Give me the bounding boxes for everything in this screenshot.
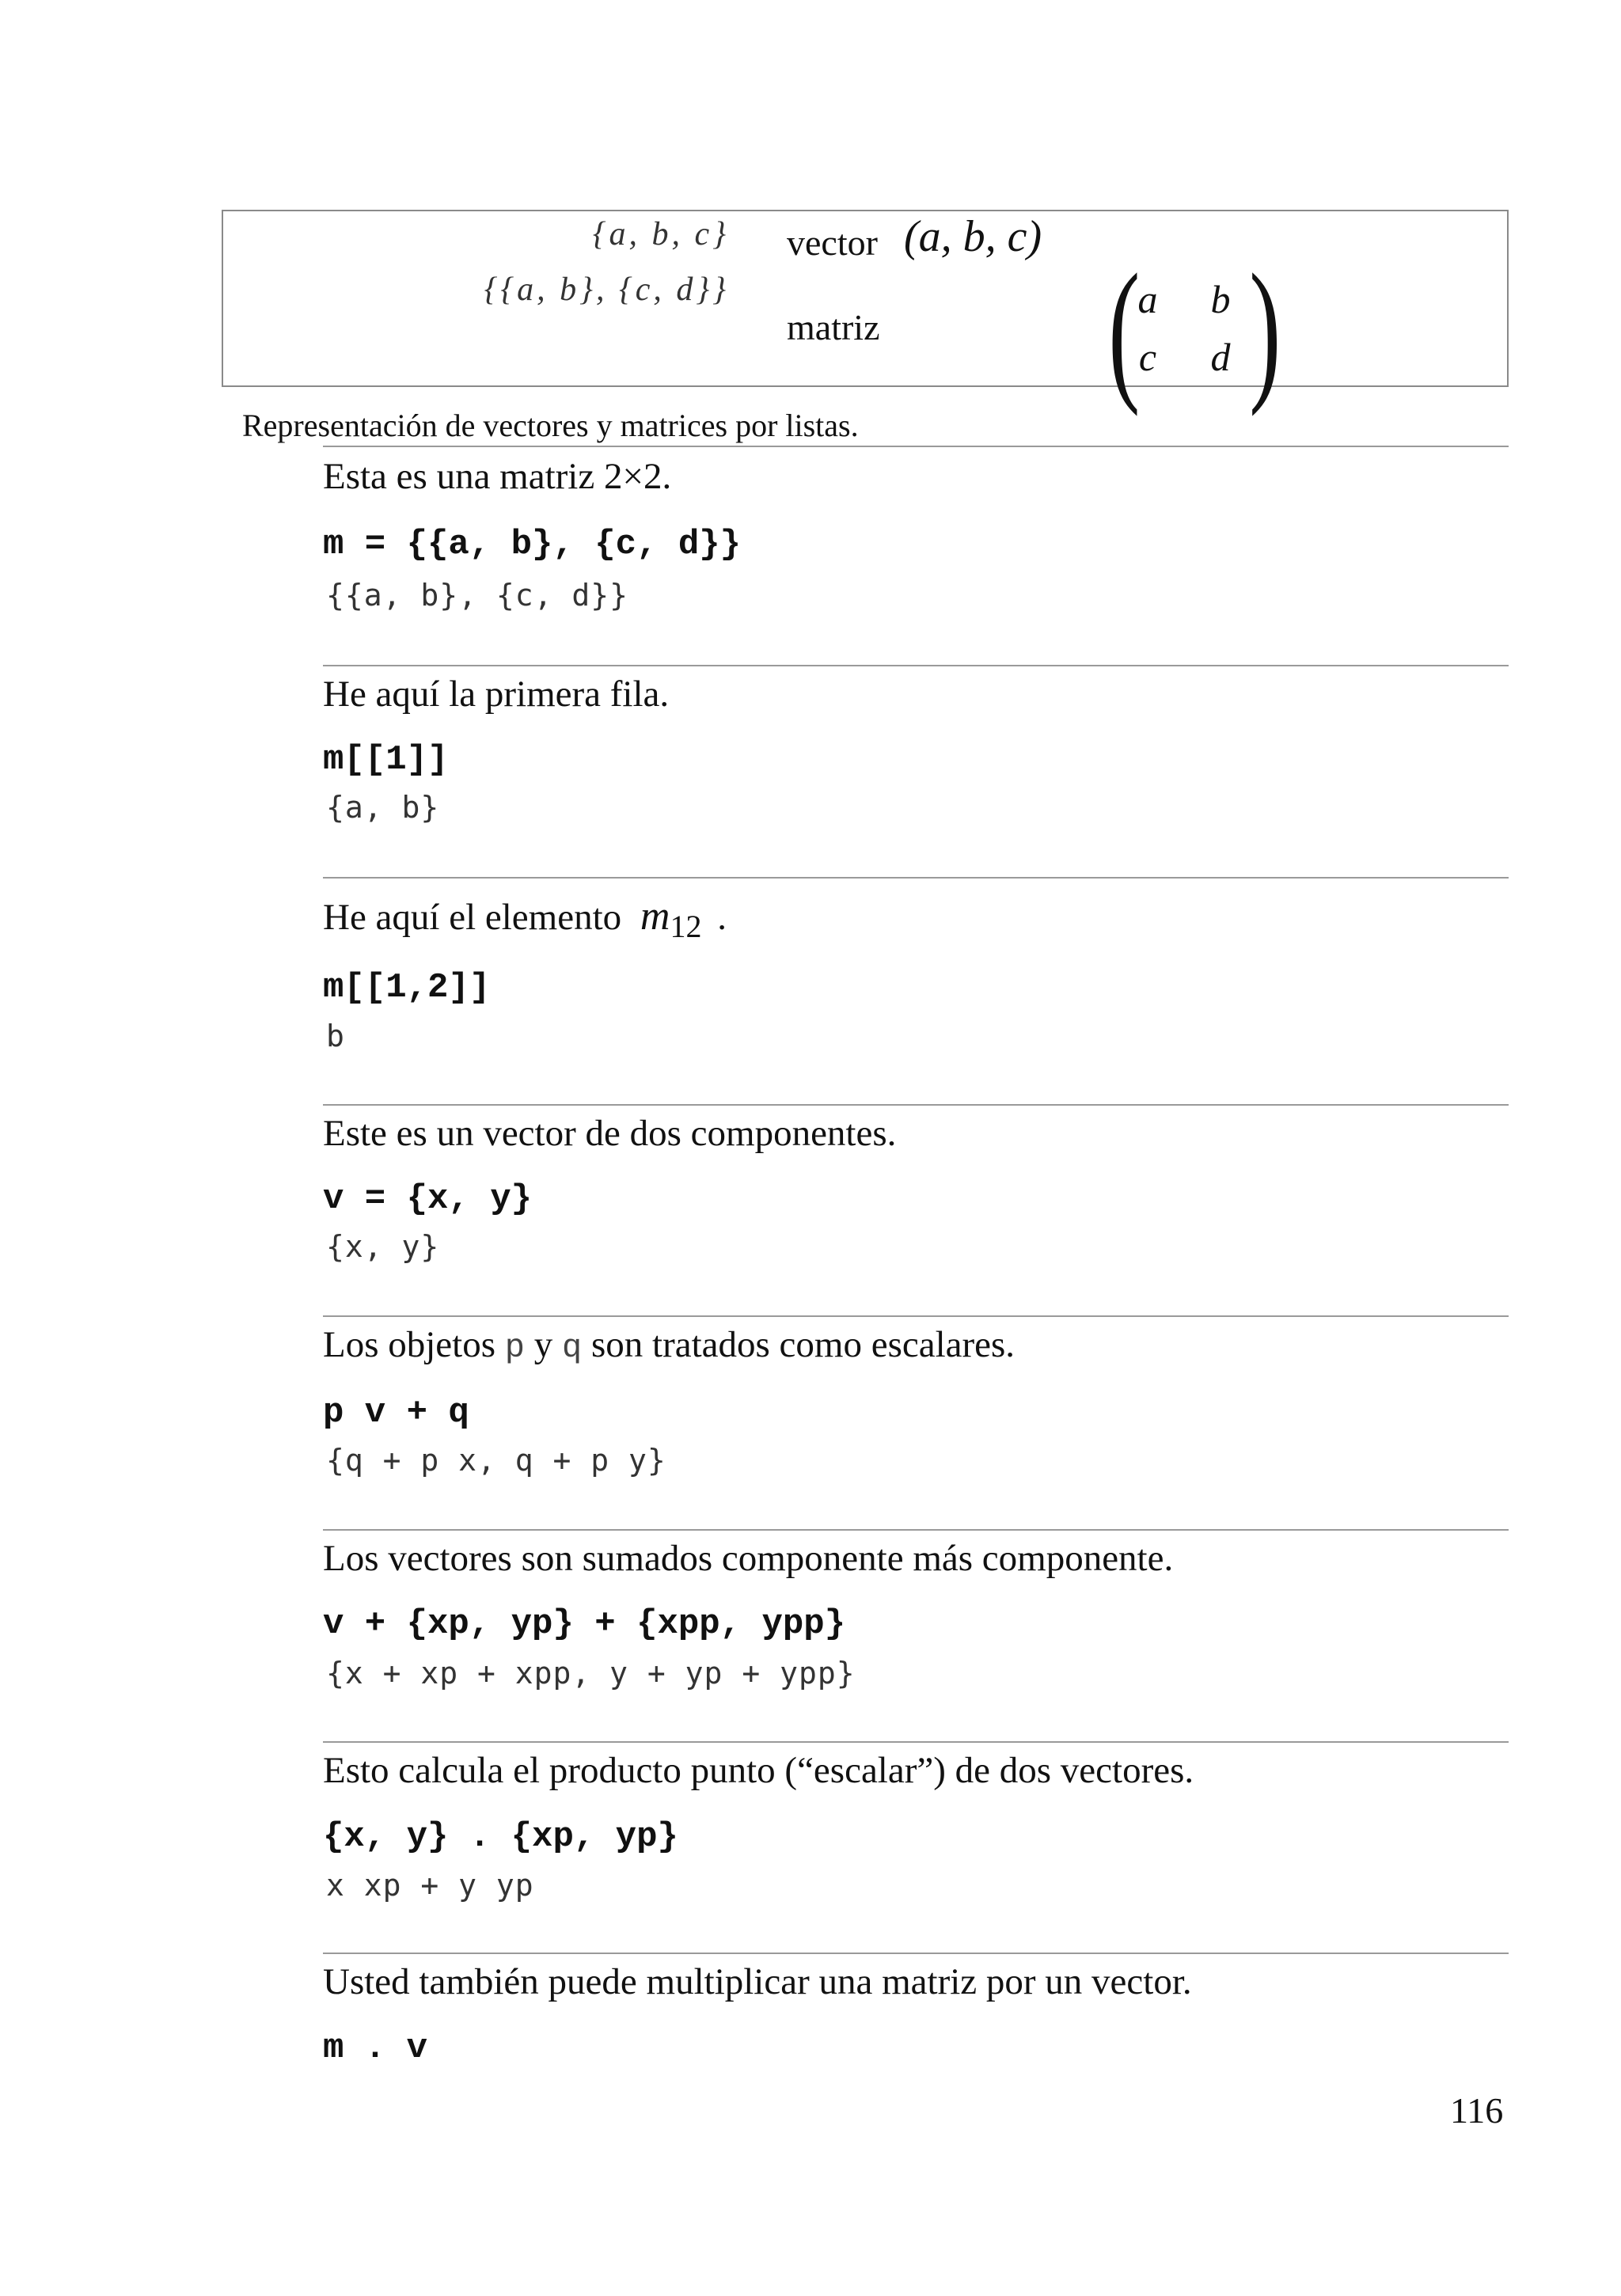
cell-text: Este es un vector de dos componentes. — [323, 1113, 897, 1154]
matrix-element-a: a — [1137, 277, 1158, 321]
cell-text-suffix: . — [717, 897, 727, 938]
matrix-element-c: c — [1138, 335, 1157, 379]
input-line[interactable]: m . v — [323, 2028, 428, 2068]
cell-text: Esto calcula el producto punto (“escalar”) de dos vectores. — [323, 1750, 1194, 1791]
matrix-input-form: {{a, b}, {c, d}} — [484, 271, 729, 308]
input-line[interactable]: v = {x, y} — [323, 1179, 533, 1219]
output-line: b — [326, 1019, 345, 1053]
output-line: {x, y} — [326, 1229, 440, 1264]
cell-text — [323, 1323, 1015, 1367]
cell-text: Esta es una matriz 2×2. — [323, 456, 672, 497]
output-line: {x + xp + xpp, y + yp + ypp} — [326, 1656, 856, 1691]
output-line: x xp + y yp — [326, 1868, 534, 1903]
cell-text-prefix: Los objetos — [323, 1324, 496, 1365]
cell-text-prefix: He aquí el elemento — [323, 897, 622, 938]
cell-divider — [323, 1315, 1509, 1317]
cell-divider — [323, 1104, 1509, 1106]
input-line[interactable]: m[[1]] — [323, 740, 449, 780]
matrix-right-paren: ) — [1249, 242, 1281, 417]
output-line: {{a, b}, {c, d}} — [326, 578, 629, 613]
table-caption: Representación de vectores y matrices por listas. — [242, 408, 859, 443]
cell-divider — [323, 1953, 1509, 1954]
input-line[interactable]: {x, y} . {xp, yp} — [323, 1817, 678, 1857]
inline-var-q: q — [562, 1329, 583, 1367]
list-representation-table — [222, 210, 1509, 417]
cell-divider — [323, 1741, 1509, 1743]
cell-text: Usted también puede multiplicar una matriz por un vector. — [323, 1961, 1192, 2002]
input-line[interactable]: m[[1,2]] — [323, 968, 491, 1008]
input-line[interactable]: p v + q — [323, 1393, 469, 1433]
matrix-element-d: d — [1210, 335, 1231, 379]
cell-text: He aquí la primera fila. — [323, 674, 670, 715]
inline-var-p: p — [504, 1329, 525, 1367]
output-line: {a, b} — [326, 790, 440, 825]
vector-input-form: {a, b, c} — [592, 216, 729, 252]
input-line[interactable]: v + {xp, yp} + {xpp, ypp} — [323, 1604, 846, 1644]
matrix-element-b: b — [1210, 277, 1231, 321]
matrix-description: matriz — [787, 307, 880, 347]
cell-text: Los vectores son sumados componente más componente. — [323, 1538, 1174, 1579]
vector-description: vector — [787, 222, 878, 263]
cell-divider — [323, 665, 1509, 666]
cell-text — [323, 893, 727, 945]
cell-divider — [323, 877, 1509, 879]
math-subscript: 12 — [670, 909, 702, 944]
matrix-left-paren: ( — [1108, 242, 1141, 417]
cell-divider — [323, 1529, 1509, 1531]
input-line[interactable]: m = {{a, b}, {c, d}} — [323, 525, 742, 564]
cell-divider — [323, 446, 1509, 447]
output-line: {q + p x, q + p y} — [326, 1443, 666, 1478]
cell-text-conj: y — [533, 1324, 553, 1365]
cell-text-suffix: son tratados como escalares. — [590, 1324, 1015, 1365]
math-symbol: m — [640, 894, 670, 939]
vector-rendered: (a, b, c) — [904, 212, 1042, 261]
page-number: 116 — [1450, 2090, 1504, 2131]
